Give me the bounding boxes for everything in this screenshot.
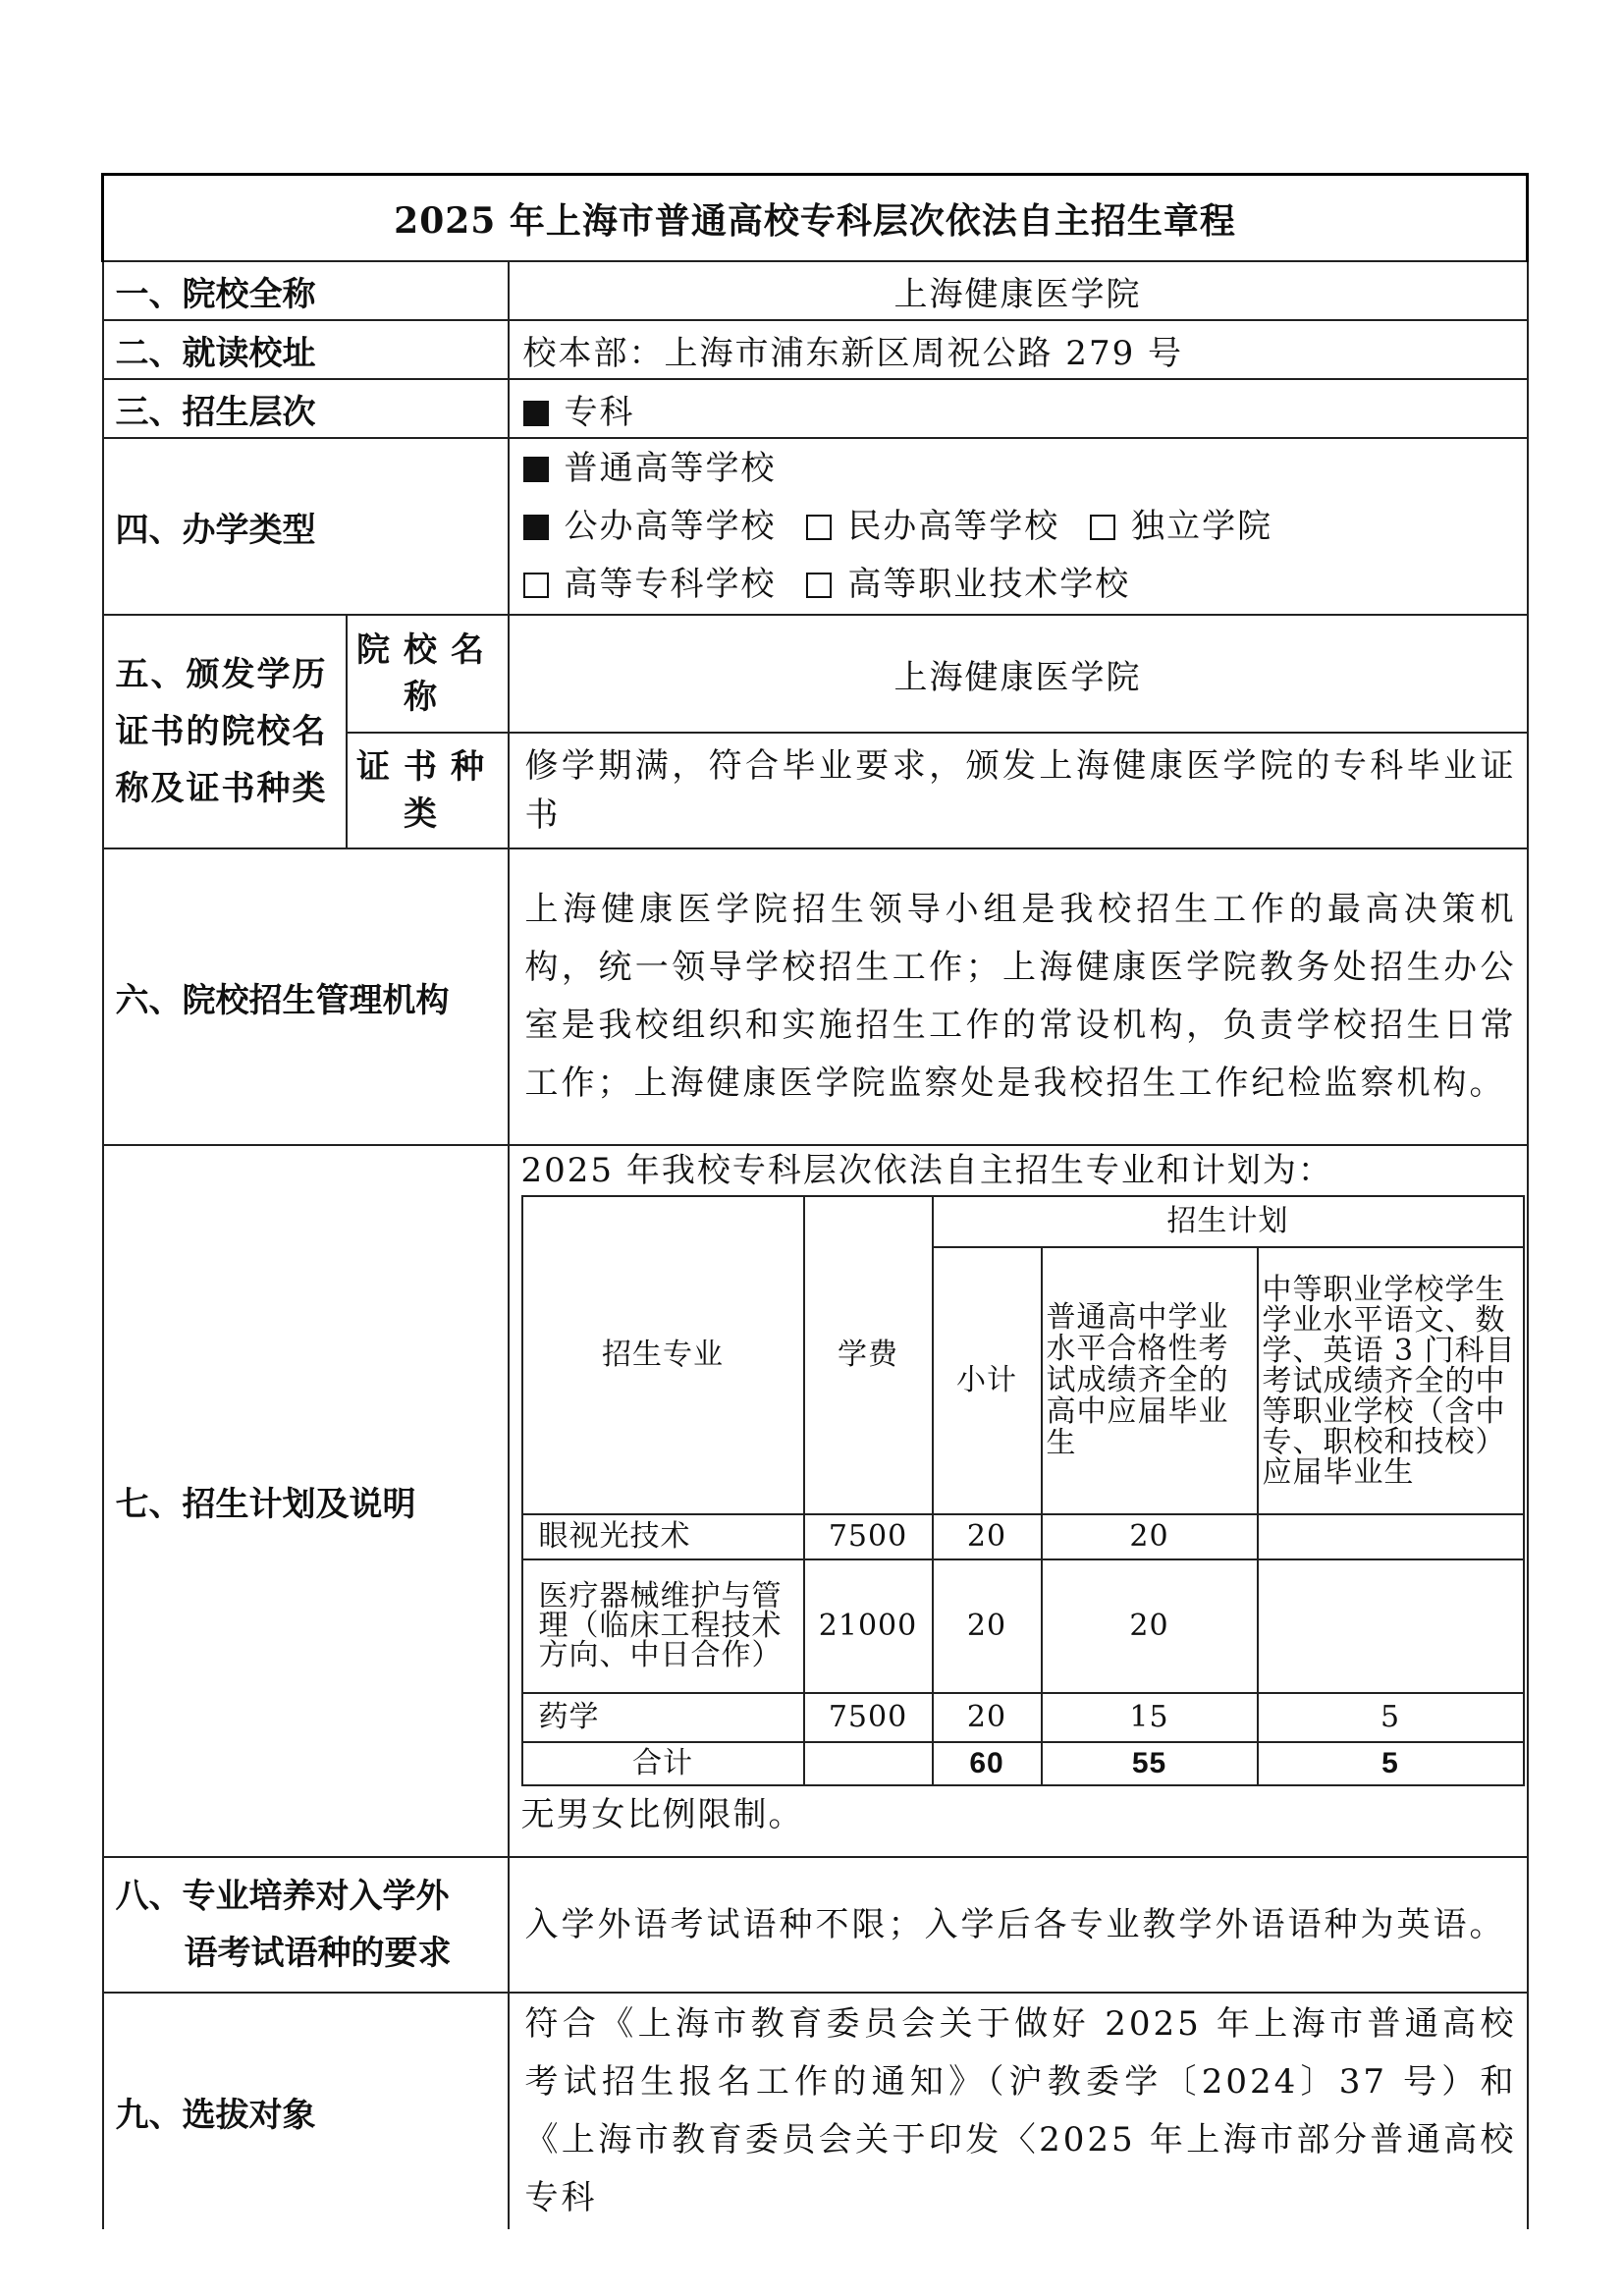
table-total-row	[522, 1742, 1524, 1785]
header-fee: 学费	[804, 1196, 933, 1514]
type-label: 四、办学类型	[103, 438, 509, 615]
table-row	[522, 1693, 1524, 1742]
enrollment-plan-table	[521, 1195, 1525, 1786]
cell-vocational	[1258, 1514, 1524, 1559]
cell-subtotal: 20	[933, 1693, 1042, 1742]
type-option-line-2	[523, 498, 1513, 556]
cell-major: 医疗器械维护与管理（临床工程技术方向、中日合作）	[522, 1559, 804, 1693]
admission-charter-page	[101, 173, 1526, 2229]
certificate-label: 五、颁发学历证书的院校名称及证书种类	[103, 615, 347, 848]
row-level	[103, 379, 1528, 438]
management-label: 六、院校招生管理机构	[103, 848, 509, 1145]
cell-subtotal: 20	[933, 1514, 1042, 1559]
header-vocational: 中等职业学校学生学业水平语文、数学、英语 3 门科目考试成绩齐全的中等职业学校（含中专、职校和技校）应届毕业生	[1258, 1247, 1524, 1514]
row-certificate-school	[103, 615, 1528, 733]
plan-cell	[509, 1145, 1528, 1857]
cell-vocational: 5	[1258, 1693, 1524, 1742]
unchecked-box-icon	[1090, 515, 1115, 540]
level-label: 三、招生层次	[103, 379, 509, 438]
unchecked-box-icon	[523, 573, 549, 598]
cell-major: 药学	[522, 1693, 804, 1742]
cell-highschool: 15	[1042, 1693, 1258, 1742]
certificate-school-sublabel: 院校名称	[347, 615, 509, 733]
row-target	[103, 1993, 1528, 2229]
language-label-line-2: 语考试语种的要求	[184, 1934, 452, 1973]
cell-major: 眼视光技术	[522, 1514, 804, 1559]
row-school-name	[103, 261, 1528, 320]
type-options	[509, 438, 1528, 615]
row-management	[103, 848, 1528, 1145]
cell-total-subtotal: 60	[933, 1742, 1042, 1785]
target-value: 符合《上海市教育委员会关于做好 2025 年上海市普通高校考试招生报名工作的通知》（沪教委学〔2024〕37 号）和《上海市教育委员会关于印发〈2025 年上海市部分普通高校专科	[509, 1993, 1528, 2229]
plan-intro: 2025 年我校专科层次依法自主招生专业和计划为：	[520, 1151, 1333, 1190]
language-label-line-1: 八、专业培养对入学外	[115, 1877, 450, 1916]
type-option-text: 普通高等学校	[564, 448, 777, 488]
checked-box-icon	[523, 401, 549, 426]
level-value: 专科	[564, 392, 635, 432]
header-highschool: 普通高中学业水平合格性考试成绩齐全的高中应届毕业生	[1042, 1247, 1258, 1514]
type-option-text: 高等职业技术学校	[847, 564, 1131, 604]
type-option-text: 民办高等学校	[847, 506, 1060, 546]
document-title: 2025 年上海市普通高校专科层次依法自主招生章程	[103, 175, 1528, 262]
checked-box-icon	[523, 515, 549, 540]
cell-highschool: 20	[1042, 1559, 1258, 1693]
management-value: 上海健康医学院招生领导小组是我校招生工作的最高决策机构，统一领导学校招生工作；上海健康医学院教务处招生办公室是我校组织和实施招生工作的常设机构，负责学校招生日常工作；上海健康医学院监察处是我校招生工作纪检监察机构。	[509, 848, 1528, 1145]
type-option-text: 高等专科学校	[564, 564, 777, 604]
school-name-label: 一、院校全称	[103, 261, 509, 320]
cell-total-vocational: 5	[1258, 1742, 1524, 1785]
cell-vocational	[1258, 1559, 1524, 1693]
row-plan	[103, 1145, 1528, 1857]
checked-box-icon	[523, 457, 549, 482]
language-value: 入学外语考试语种不限；入学后各专业教学外语语种为英语。	[509, 1857, 1528, 1993]
type-option-line-1	[523, 440, 1513, 498]
address-label: 二、就读校址	[103, 320, 509, 379]
header-plan-group: 招生计划	[933, 1196, 1524, 1247]
row-language	[103, 1857, 1528, 1993]
type-option-line-3	[523, 556, 1513, 614]
cell-subtotal: 20	[933, 1559, 1042, 1693]
cell-total-highschool: 55	[1042, 1742, 1258, 1785]
certificate-type-value: 修学期满，符合毕业要求，颁发上海健康医学院的专科毕业证书	[509, 733, 1528, 848]
table-row	[522, 1559, 1524, 1693]
type-option-text: 独立学院	[1131, 506, 1273, 546]
certificate-school-value: 上海健康医学院	[509, 615, 1528, 733]
target-label: 九、选拔对象	[103, 1993, 509, 2229]
unchecked-box-icon	[806, 573, 832, 598]
unchecked-box-icon	[806, 515, 832, 540]
cell-fee: 21000	[804, 1559, 933, 1693]
cell-total-fee	[804, 1742, 933, 1785]
cell-total-label: 合计	[522, 1742, 804, 1785]
address-value: 校本部：上海市浦东新区周祝公路 279 号	[509, 320, 1528, 379]
table-row	[522, 1514, 1524, 1559]
cell-fee: 7500	[804, 1693, 933, 1742]
level-value-cell	[509, 379, 1528, 438]
row-type	[103, 438, 1528, 615]
header-major: 招生专业	[522, 1196, 804, 1514]
language-label	[103, 1857, 509, 1993]
plan-label: 七、招生计划及说明	[103, 1145, 509, 1857]
type-option-text: 公办高等学校	[564, 506, 777, 546]
cell-fee: 7500	[804, 1514, 933, 1559]
school-name-value: 上海健康医学院	[509, 261, 1528, 320]
charter-table	[101, 173, 1529, 2229]
certificate-type-sublabel: 证书种类	[347, 733, 509, 848]
plan-outro: 无男女比例限制。	[520, 1795, 804, 1834]
cell-highschool: 20	[1042, 1514, 1258, 1559]
row-address	[103, 320, 1528, 379]
header-subtotal: 小计	[933, 1247, 1042, 1514]
